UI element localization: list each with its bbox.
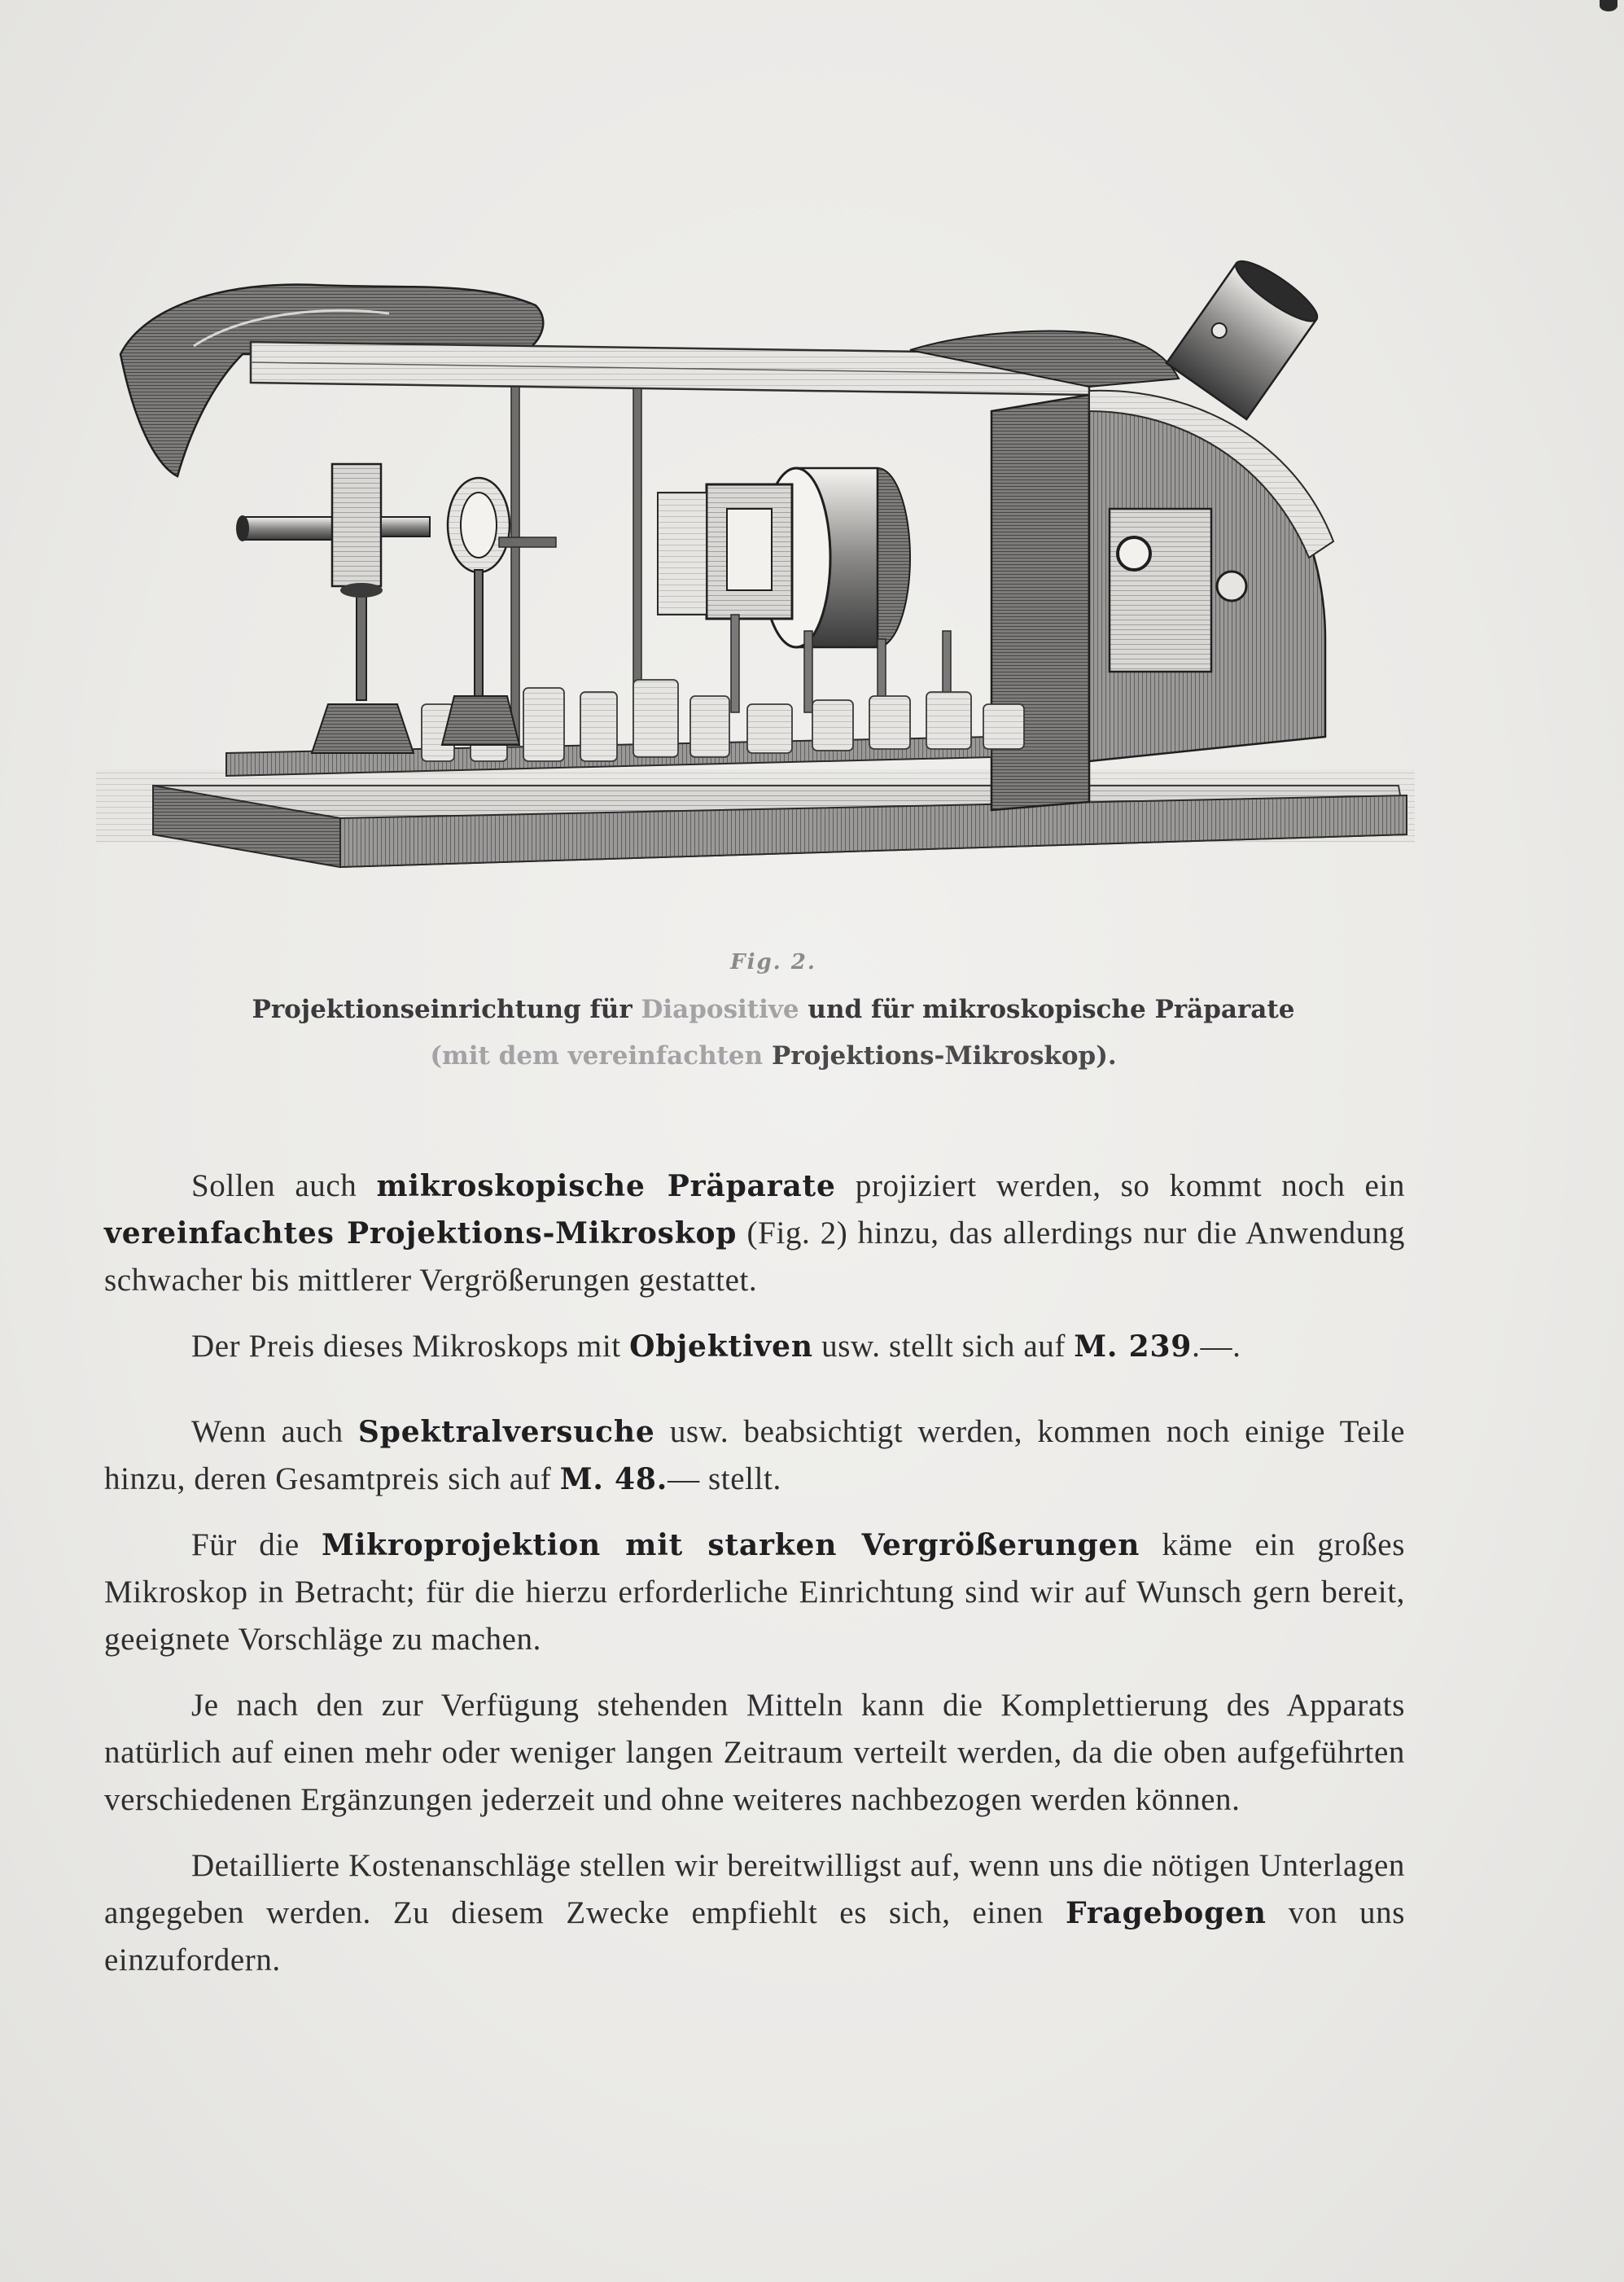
- para2-text-b: usw. stellt sich auf: [812, 1329, 1075, 1364]
- para4-text-a: Für die: [191, 1527, 322, 1562]
- caption-line2-part-b: vereinfachten: [567, 1041, 764, 1071]
- lamp-viewing-hole: [1118, 537, 1150, 570]
- para2-bold-a: Objektiven: [629, 1329, 813, 1364]
- projection-apparatus-illustration: [96, 248, 1415, 924]
- figure-caption-line-2: [163, 1041, 1384, 1071]
- para6-text-a: Detaillierte Kostenanschläge stellen wir bereitwilligst auf, wenn uns die nötigen Unterlagen angegeben werden. Zu diesem Zwecke empfiehlt es sich, einen: [104, 1848, 1405, 1930]
- figure-label: Fig. 2.: [730, 950, 816, 975]
- paragraph-completion: [104, 1682, 1405, 1824]
- figure-caption-line-1: [163, 995, 1384, 1024]
- paragraph-quotes: [104, 1842, 1405, 1984]
- slide-carrier: [658, 493, 707, 615]
- projection-microscope: [236, 464, 556, 753]
- body-text: [104, 1163, 1405, 2003]
- para6-text-b: von uns einzufordern.: [104, 1895, 1406, 1978]
- caption-line2-part-c: Projektions-Mikroskop).: [763, 1041, 1117, 1071]
- lamp-knob: [1217, 572, 1246, 601]
- apparatus-engraving-svg: [96, 248, 1415, 924]
- para3-text-b: usw. beabsichtigt werden, kommen noch einige Teile hinzu, deren Gesamtpreis sich auf: [104, 1414, 1405, 1496]
- para5-text: Je nach den zur Verfügung stehenden Mitteln kann die Komplettierung des Apparats natürlich auf einen mehr oder weniger langen Zeitraum verteilt werden, da die oben aufgeführten verschiedenen Ergänzungen jederzeit und ohne weiteres nachbezogen werden können.: [104, 1688, 1405, 1817]
- support-post-left: [511, 387, 519, 745]
- para1-bold-a: mikroskopische Präparate: [376, 1169, 836, 1203]
- para4-bold-a: Mikroprojektion mit starken Vergrößerungen: [322, 1528, 1140, 1562]
- para4-text-b: käme ein großes Mikroskop in Betracht; für die hierzu erforderliche Einrichtung sind wir auf Wunsch gern bereit, geeignete Vorschläge zu machen.: [104, 1527, 1405, 1657]
- lamp-door: [1110, 509, 1211, 672]
- para3-text-a: Wenn auch: [191, 1414, 358, 1449]
- caption-line1-part-a: Projektionseinrichtung für: [252, 995, 641, 1024]
- para2-text-c: .—.: [1192, 1329, 1241, 1364]
- lamp-chimney: [1167, 252, 1324, 419]
- para1-text-c: (Fig. 2) hinzu, das allerdings nur die Anwendung schwacher bis mittlerer Vergrößerungen gestattet.: [104, 1215, 1405, 1298]
- para1-text-a: Sollen auch: [191, 1168, 377, 1203]
- caption-line1-part-c: und für mikroskopische Präparate: [799, 995, 1295, 1024]
- corner-ink-mark: [1600, 0, 1617, 11]
- paragraph-microscope: [104, 1163, 1405, 1304]
- para2-text-a: Der Preis dieses Mikroskops mit: [191, 1329, 630, 1364]
- paragraph-price: [104, 1323, 1405, 1370]
- paragraph-microprojection: [104, 1522, 1405, 1663]
- para6-bold-a: Fragebogen: [1066, 1896, 1267, 1930]
- para1-text-b: projiziert werden, so kommt noch ein: [835, 1168, 1405, 1203]
- para3-bold-a: Spektralversuche: [357, 1415, 655, 1449]
- para3-text-c: — stellt.: [668, 1461, 781, 1496]
- caption-line2-part-a: (mit dem: [430, 1041, 568, 1071]
- caption-line1-part-b: Diapositive: [641, 995, 799, 1024]
- para3-price: M. 48.: [559, 1462, 668, 1496]
- para2-price: M. 239: [1074, 1329, 1193, 1364]
- paragraph-spectral: [104, 1408, 1405, 1503]
- para1-bold-b: vereinfachtes Projektions-Mikroskop: [104, 1216, 738, 1251]
